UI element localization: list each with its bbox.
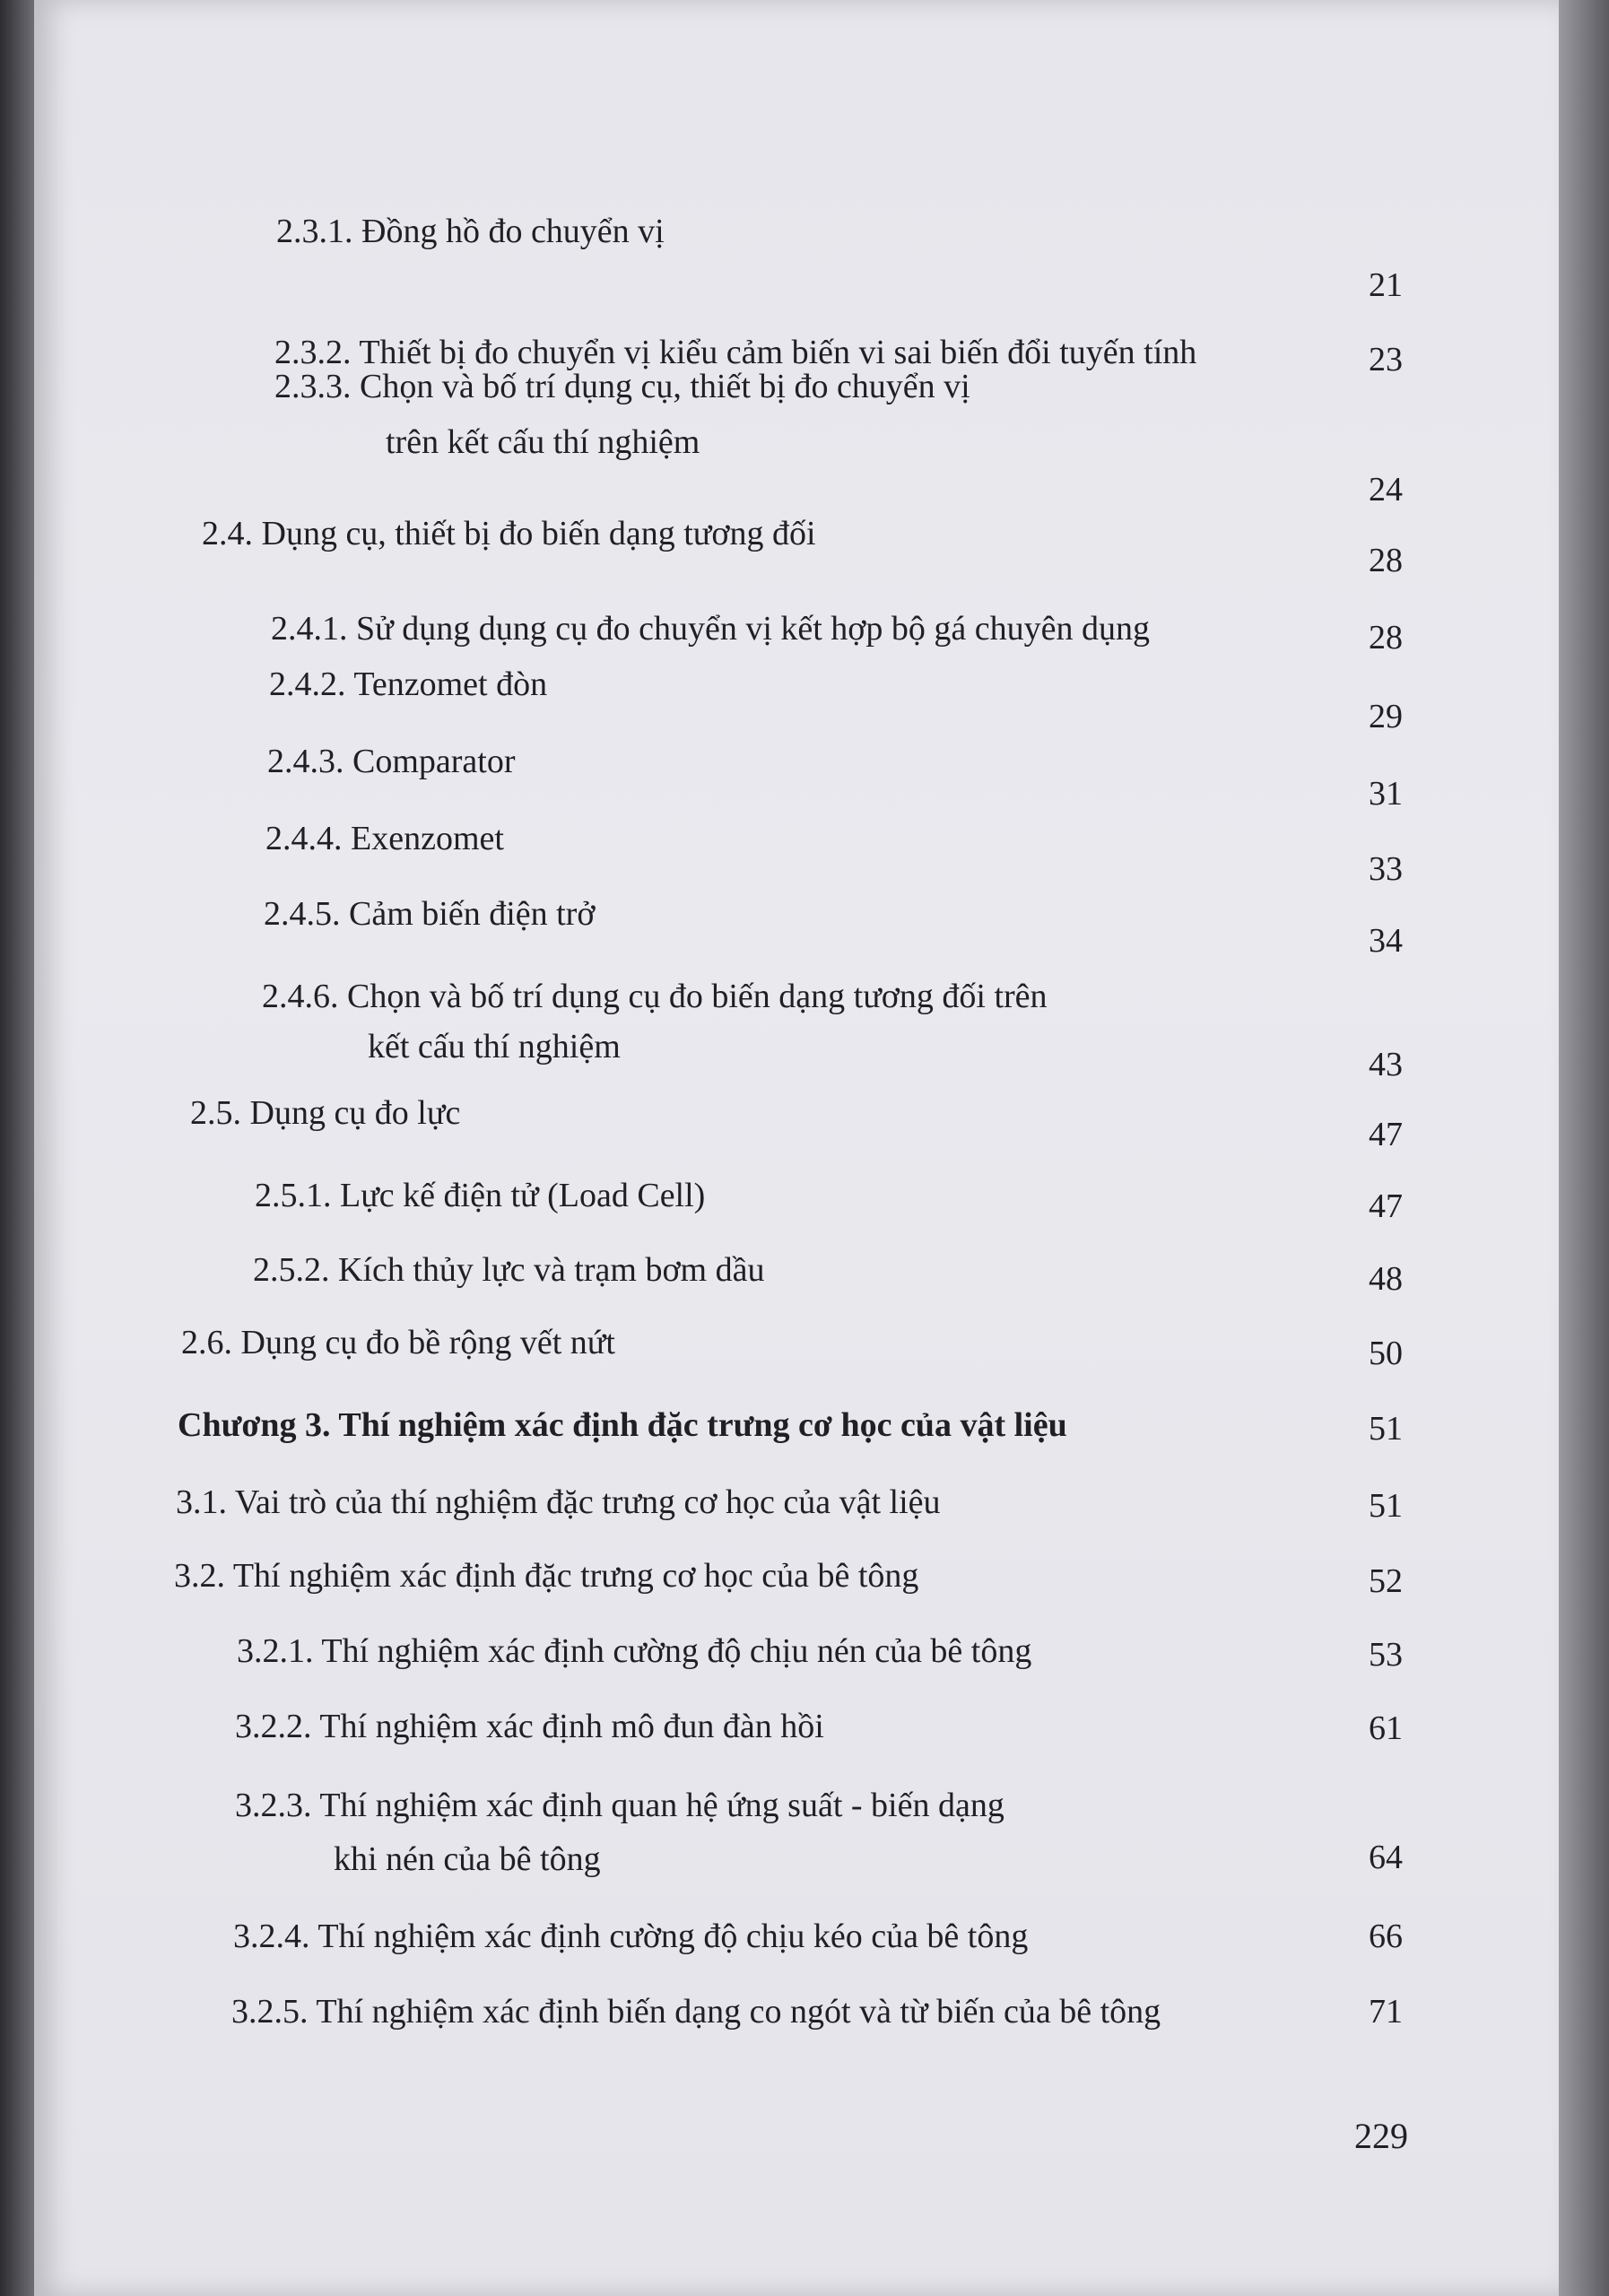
toc-entry-2-4-5[interactable]	[0, 893, 1609, 983]
toc-entry-page: 29	[1369, 698, 1403, 735]
toc-entry-page: 64	[1369, 1839, 1403, 1876]
toc-entry-page: 28	[1369, 542, 1403, 579]
toc-entry-2-5-1[interactable]	[0, 1175, 1609, 1229]
toc-entry-title: 3.2.2. Thí nghiệm xác định mô đun đàn hồi	[235, 1708, 824, 1745]
toc-entry-title: 3.2.4. Thí nghiệm xác định cường độ chịu kéo của bê tông	[233, 1918, 1029, 1955]
toc-entry-title: 2.4.1. Sử dụng dụng cụ đo chuyển vị kết hợp bộ gá chuyên dụng	[271, 610, 1151, 648]
toc-entry-2-3-3[interactable]	[0, 366, 1609, 509]
toc-entry-page: 28	[1369, 619, 1403, 657]
toc-entry-page: 21	[1369, 266, 1403, 304]
toc-entry-title: 2.5.2. Kích thủy lực và trạm bơm dầu	[253, 1251, 765, 1289]
toc-entry-3-2-4[interactable]	[0, 1916, 1609, 1970]
toc-entry-title: 2.5. Dụng cụ đo lực	[190, 1094, 461, 1132]
toc-entry-page: 34	[1369, 922, 1403, 960]
toc-entry-title: 2.4. Dụng cụ, thiết bị đo biến dạng tương đối	[202, 515, 816, 552]
toc-entry-page: 24	[1369, 471, 1403, 509]
toc-entry-2-5-2[interactable]	[0, 1249, 1609, 1303]
toc-entry-2-4-6[interactable]	[0, 976, 1609, 1101]
toc-entry-3-1[interactable]	[0, 1482, 1609, 1535]
toc-entry-3-2-3[interactable]	[0, 1785, 1609, 1892]
toc-chapter-title: Chương 3. Thí nghiệm xác định đặc trưng cơ học của vật liệu	[178, 1406, 1067, 1444]
toc-entry-3-2[interactable]	[0, 1555, 1609, 1609]
toc-entry-title: 3.2.1. Thí nghiệm xác định cường độ chịu nén của bê tông	[237, 1632, 1032, 1670]
toc-entry-title: 2.4.4. Exenzomet	[265, 820, 504, 857]
toc-entry-3-2-5[interactable]	[0, 1991, 1609, 2045]
toc-entry-2-3-1-page	[0, 265, 1609, 318]
toc-entry-page: 71	[1369, 1993, 1403, 2031]
toc-entry-page: 31	[1369, 775, 1403, 813]
toc-entry-3-2-1[interactable]	[0, 1631, 1609, 1684]
toc-entry-title: 2.6. Dụng cụ đo bề rộng vết nứt	[181, 1324, 615, 1361]
toc-entry-title: 2.4.5. Cảm biến điện trở	[264, 895, 596, 933]
toc-entry-page: 23	[1369, 341, 1403, 378]
toc-entry-2-3-1[interactable]	[0, 211, 1609, 265]
toc-entry-page: 47	[1369, 1116, 1403, 1153]
toc-entry-2-4-2[interactable]	[0, 664, 1609, 753]
toc-entry-title: 2.3.3. Chọn và bố trí dụng cụ, thiết bị đo chuyển vị	[274, 368, 970, 405]
toc-entry-title-line2: kết cấu thí nghiệm	[368, 1028, 621, 1065]
toc-entry-page: 66	[1369, 1918, 1403, 1955]
toc-entry-title: 3.2.3. Thí nghiệm xác định quan hệ ứng suất - biến dạng	[235, 1787, 1005, 1824]
toc-entry-title-line2: trên kết cấu thí nghiệm	[386, 423, 700, 461]
toc-entry-page: 47	[1369, 1187, 1403, 1225]
toc-entry-page: 61	[1369, 1709, 1403, 1747]
toc-entry-3-2-2[interactable]	[0, 1706, 1609, 1760]
toc-entry-title: 3.1. Vai trò của thí nghiệm đặc trưng cơ học của vật liệu	[176, 1483, 941, 1521]
toc-entry-page: 43	[1369, 1046, 1403, 1083]
toc-entry-title: 2.4.6. Chọn và bố trí dụng cụ đo biến dạng tương đối trên	[262, 978, 1048, 1015]
toc-entry-2-4-3[interactable]	[0, 741, 1609, 831]
toc-entry-title: 3.2. Thí nghiệm xác định đặc trưng cơ học của bê tông	[174, 1557, 919, 1595]
toc-entry-page: 51	[1369, 1487, 1403, 1525]
toc-entry-page: 53	[1369, 1636, 1403, 1674]
toc-entry-title: 2.4.2. Tenzomet đòn	[269, 665, 548, 703]
toc-entry-title: 2.4.3. Comparator	[267, 743, 516, 780]
toc-chapter-3[interactable]	[0, 1405, 1609, 1458]
toc-entry-title: 3.2.5. Thí nghiệm xác định biến dạng co ngót và từ biến của bê tông	[231, 1993, 1161, 2031]
toc-entry-2-4[interactable]	[0, 513, 1609, 579]
toc-entry-page: 51	[1369, 1410, 1403, 1448]
toc-entry-title-line2: khi nén của bê tông	[334, 1840, 601, 1878]
page-number: 229	[1354, 2116, 1408, 2156]
toc-entry-title: 2.3.2. Thiết bị đo chuyển vị kiểu cảm biến vi sai biến đổi tuyến tính	[274, 334, 1197, 371]
toc-entry-page: 48	[1369, 1260, 1403, 1298]
toc-entry-page: 52	[1369, 1562, 1403, 1600]
toc-entry-2-6[interactable]	[0, 1322, 1609, 1376]
toc-entry-2-4-1[interactable]	[0, 608, 1609, 662]
toc-entry-title: 2.5.1. Lực kế điện tử (Load Cell)	[255, 1177, 706, 1214]
toc-entry-title: 2.3.1. Đồng hồ đo chuyển vị	[276, 213, 665, 250]
toc-entry-page: 33	[1369, 850, 1403, 888]
toc-entry-page: 50	[1369, 1335, 1403, 1372]
